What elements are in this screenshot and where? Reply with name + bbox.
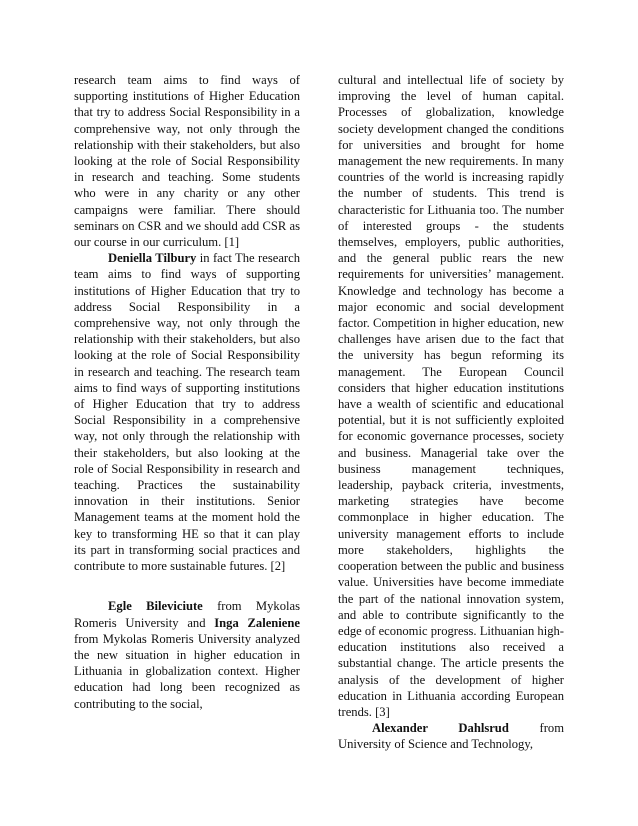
author-name: Egle Bileviciute — [108, 599, 203, 614]
author-name: Inga Zaleniene — [214, 615, 300, 630]
author-name: Deniella Tilbury — [108, 251, 197, 266]
paragraph-text: from Mykolas Romeris University analyzed the new situation in higher education in Lithuania in globalization context. Higher education had long been recognized as contributing to the social, — [74, 631, 300, 711]
paragraph-text: from Mykolas Romeris University and — [74, 599, 301, 630]
paragraph-text: research team aims to find ways of supporting institutions of Higher Education that try to address Social Responsibility in a comprehensive way, not only through the relationship with their stakeholders, but also looking at the role of Social Responsibility in research and teaching. Some students who were in any charity or any other campaigns were familiar. There should seminars on CSR and we should add CSR as our course in our curriculum. [1] — [74, 73, 300, 250]
left-column — [74, 72, 300, 712]
paragraph-higher-education-lithuania — [338, 72, 564, 720]
paragraph-csr-research-team — [74, 72, 300, 250]
author-name: Alexander Dahlsrud — [372, 721, 509, 736]
paragraph-text: from University of Science and Technology, — [338, 721, 564, 752]
right-column — [338, 72, 564, 753]
paragraph-gap — [74, 574, 300, 598]
paragraph-bileviciute-zaleniene — [74, 598, 300, 711]
paragraph-text: cultural and intellectual life of society by improving the level of human capital. Processes of globalization, knowledge society development changed the conditions for universities and brought for home management the new requirements. In many countries of the world is increasing rapidly the number of students. This trend is characteristic for Lithuania too. The number of interested groups - the students themselves, employers, public authorities, and the general public rears the new requirements for universities’ management. Knowledge and technology has become a major economic and social development factor. Competition in higher education, new challenges have arisen due to the fact that the university has begun reforming its management. The European Council considers that higher education institutions have a wealth of scientific and educational potential, but it is not sufficiently exploited for economic governance processes, society and business. Managerial take over the business management techniques, leadership, payback criteria, investments, marketing strategies have become commonplace in higher education. The university management efforts to include more stakeholders, highlights the cooperation between the public and business value. Universities have become immediate the part of the national innovation system, and able to contribute significantly to the edge of economic progress. Lithuanian high-education institutions also received a substantial change. The article presents the analysis of the development of higher education in Lithuania according European trends. [3] — [338, 73, 564, 719]
paragraph-dahlsrud — [338, 720, 564, 752]
paragraph-text: in fact The research team aims to find ways of supporting institutions of Higher Education that try to address Social Responsibility in a comprehensive way, not only through the relationship with their stakeholders, but also looking at the role of Social Responsibility in research and teaching. The research team aims to find ways of supporting institutions of Higher Education that try to address Social Responsibility in a comprehensive way, not only through the relationship with their stakeholders, but also looking at the role of Social Responsibility in research and teaching. Practices the sustainability innovation in their institutions. Senior Management teams at the moment hold the key to transforming HE so that it can play its part in transforming social practices and contribute to more sustainable futures. [2] — [74, 251, 301, 574]
paragraph-tilbury — [74, 250, 300, 574]
